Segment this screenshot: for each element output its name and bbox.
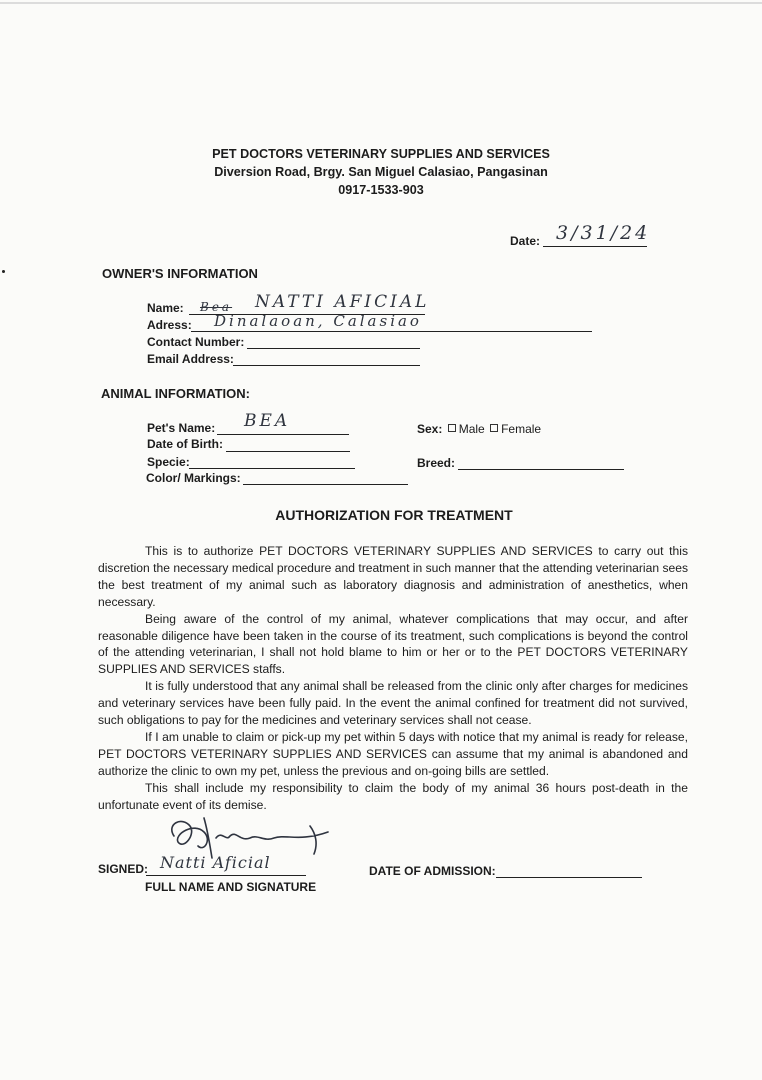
- owner-name-value: NATTI AFICIAL: [255, 292, 430, 312]
- breed-line: [458, 469, 624, 470]
- male-checkbox[interactable]: [448, 424, 456, 432]
- color-markings-line: [243, 484, 408, 485]
- owner-address-line: [191, 331, 592, 332]
- male-option-label: Male: [458, 422, 485, 436]
- clinic-address: Diversion Road, Brgy. San Miguel Calasiao, Pangasinan: [214, 165, 548, 179]
- contact-number-label: Contact Number:: [147, 335, 245, 349]
- pet-name-label: Pet's Name:: [147, 421, 216, 435]
- date-of-admission-line: [496, 877, 642, 878]
- clinic-phone: 0917-1533-903: [338, 183, 424, 197]
- date-value: 3/31/24: [556, 222, 651, 244]
- authorization-paragraph: If I am unable to claim or pick-up my pet within 5 days with notice that my animal is ready for release, PET DOCTORS VETERINARY SUPPLIES AND SERVICES can assume that my animal is abandoned and authorize the clinic to own my pet, unless the previous and on-going bills are settled.: [98, 729, 688, 778]
- date-of-admission-label: DATE OF ADMISSION:: [369, 864, 496, 878]
- contact-number-line: [247, 348, 420, 349]
- date-line: [543, 246, 647, 247]
- female-checkbox[interactable]: [490, 424, 498, 432]
- specie-line: [189, 468, 355, 469]
- clinic-name: PET DOCTORS VETERINARY SUPPLIES AND SERVICES: [212, 147, 550, 161]
- owner-address-label: Adress:: [147, 318, 192, 332]
- owner-section-title: OWNER'S INFORMATION: [102, 266, 258, 281]
- authorization-paragraph: This is to authorize PET DOCTORS VETERINARY SUPPLIES AND SERVICES to carry out this discretion the necessary medical procedure and treatment in such manner that the attending veterinarian sees the best treatment of my animal such as laboratory diagnosis and administration of anesthetics, when necessary.: [98, 544, 688, 609]
- animal-section-title: ANIMAL INFORMATION:: [101, 386, 250, 401]
- authorization-paragraph: This shall include my responsibility to claim the body of my animal 36 hours post-death in the unfortunate event of its demise.: [98, 780, 688, 812]
- date-label: Date:: [510, 234, 541, 248]
- scan-speck: [2, 270, 5, 273]
- signed-label: SIGNED:: [98, 862, 149, 876]
- authorization-title: AUTHORIZATION FOR TREATMENT: [275, 507, 513, 523]
- owner-address-value: Dinalaoan, Calasiao: [214, 312, 422, 330]
- signed-line: [146, 875, 306, 876]
- owner-name-label: Name:: [147, 301, 184, 315]
- signature-caption: FULL NAME AND SIGNATURE: [145, 880, 317, 894]
- dob-label: Date of Birth:: [147, 437, 223, 451]
- pet-name-line: [217, 434, 349, 435]
- scan-edge-line: [0, 2, 762, 4]
- authorization-body: [98, 543, 688, 814]
- female-option-label: Female: [501, 422, 542, 436]
- specie-label: Specie:: [147, 455, 190, 469]
- authorization-paragraph: It is fully understood that any animal shall be released from the clinic only after charges for medicines and veterinary services have been fully paid. In the event the animal confined for treatment did not survived, such obligations to pay for the medicines and veterinary services shall not cease.: [98, 679, 688, 728]
- sex-field: [417, 422, 541, 436]
- owner-name-struck: Bea: [200, 300, 233, 314]
- authorization-paragraph: Being aware of the control of my animal, whatever complications that may occur, and after reasonable diligence have been taken in the course of its treatment, such complications is beyond the control of the attending veterinarian, I shall not hold blame to him or her or to the PET DOCTORS VETERINARY SUPPLIES AND SERVICES staffs.: [98, 611, 688, 677]
- pet-name-value: BEA: [244, 411, 291, 431]
- dob-line: [226, 451, 350, 452]
- email-address-line: [233, 365, 420, 366]
- breed-label: Breed:: [417, 456, 456, 470]
- sex-label: Sex:: [417, 422, 443, 436]
- signed-value: Natti Aficial: [160, 853, 271, 872]
- color-markings-label: Color/ Markings:: [146, 471, 241, 485]
- email-address-label: Email Address:: [147, 352, 234, 366]
